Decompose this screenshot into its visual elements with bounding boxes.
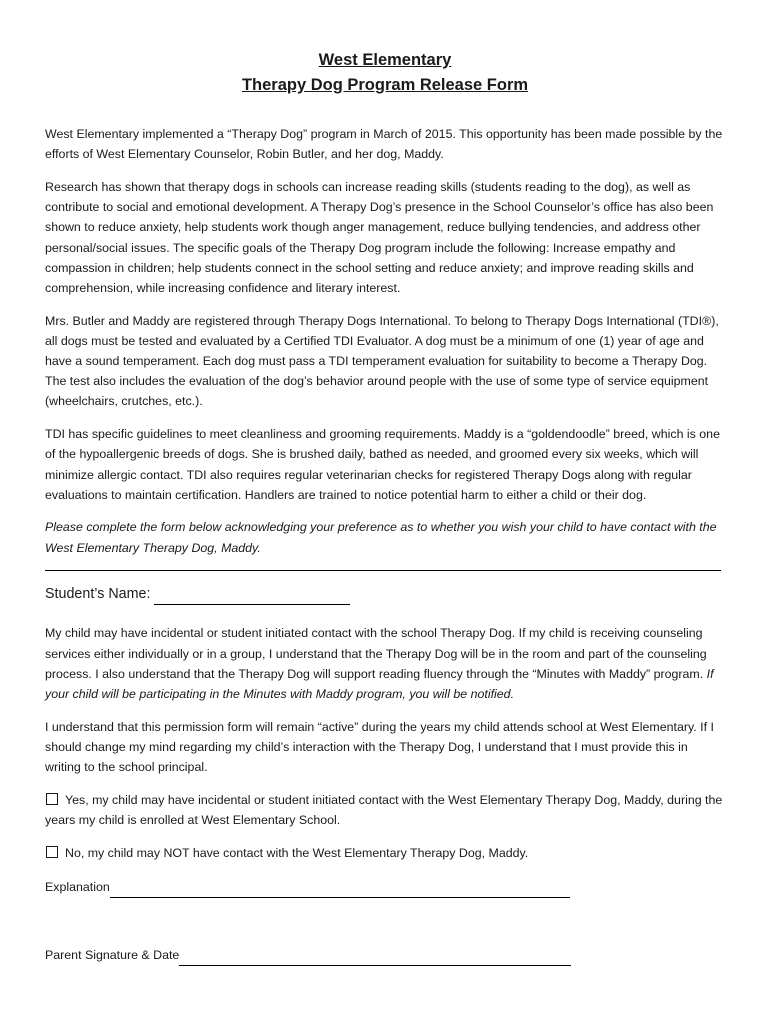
student-name-row (45, 584, 725, 605)
student-name-label: Student’s Name: (45, 586, 155, 603)
contact-text: My child may have incidental or student initiated contact with the school Therapy Dog. If my child is receiving counseling services either individually or in a group, I understand that the Therapy Dog will be in the room and part of the counseling process. I also understand that the Therapy Dog will support reading fluency through the “Minutes with Maddy” program. (45, 626, 707, 681)
instruction-paragraph: Please complete the form below acknowledging your preference as to whether you wish your child to have contact with the West Elementary Therapy Dog, Maddy. (45, 520, 717, 555)
option-yes-row (45, 790, 725, 830)
student-name-field[interactable] (154, 584, 350, 605)
section-divider (45, 570, 721, 571)
school-name-heading: West Elementary (318, 51, 452, 69)
explanation-field[interactable] (110, 877, 570, 898)
explanation-row (45, 877, 725, 898)
option-yes-label: Yes, my child may have incidental or student initiated contact with the West Elementary Therapy Dog, Maddy, during the years my child is enrolled at West Elementary School. (45, 792, 723, 827)
contact-paragraph (45, 623, 725, 704)
guidelines-paragraph: TDI has specific guidelines to meet cleanliness and grooming requirements. Maddy is a “goldendoodle” breed, which is one of the hypoallergenic breeds of dogs. She is brushed daily, bathed as needed, and groomed every six weeks, which will minimize allergic contact. TDI also requires regular veterinarian checks for registered Therapy Dogs along with regular evaluations to maintain certification. Handlers are trained to notice potential harm to either a child or their dog. (45, 427, 720, 502)
option-no-label: No, my child may NOT have contact with the West Elementary Therapy Dog, Maddy. (65, 845, 529, 860)
no-checkbox[interactable] (46, 846, 58, 858)
signature-label: Parent Signature & Date (45, 947, 180, 962)
explanation-label: Explanation (45, 879, 110, 894)
permission-paragraph: I understand that this permission form will remain “active” during the years my child attends school at West Elementary. If I should change my mind regarding my child’s interaction with the Therapy Dog, I understand that I must provide this in writing to the school principal. (45, 719, 714, 775)
yes-checkbox[interactable] (46, 793, 58, 805)
signature-row (45, 945, 725, 966)
form-name-heading: Therapy Dog Program Release Form (241, 76, 529, 94)
registration-paragraph: Mrs. Butler and Maddy are registered through Therapy Dogs International. To belong to Therapy Dogs International (TDI®), all dogs must be tested and evaluated by a Certified TDI Evaluator. A dog must be a minimum of one (1) year of age and have a sound temperament. Each dog must pass a TDI temperament evaluation for suitability to become a Therapy Dog. The test also includes the evaluation of the dog’s behavior around people with the use of some type of service equipment (wheelchairs, crutches, etc.). (45, 313, 719, 409)
research-paragraph: Research has shown that therapy dogs in schools can increase reading skills (students reading to the dog), as well as contribute to social and emotional development. A Therapy Dog’s presence in the School Counselor’s office has also been shown to reduce anxiety, help students work though anger management, reduce bullying tendencies, and address other personal/social issues. The specific goals of the Therapy Dog program include the following: Increase empathy and compassion in children; help students connect in the school setting and reduce anxiety; and improve reading skills and comprehension, while increasing confidence and literary interest. (45, 179, 714, 295)
signature-field[interactable] (179, 945, 571, 966)
intro-paragraph: West Elementary implemented a “Therapy Dog” program in March of 2015. This opportunity has been made possible by the efforts of West Elementary Counselor, Robin Butler, and her dog, Maddy. (45, 127, 723, 162)
option-no-row (45, 843, 725, 863)
form-title (45, 48, 725, 98)
release-form-page (45, 48, 725, 966)
contact-note: If your child will be participating in the Minutes with Maddy program, you will be notified. (45, 666, 714, 701)
